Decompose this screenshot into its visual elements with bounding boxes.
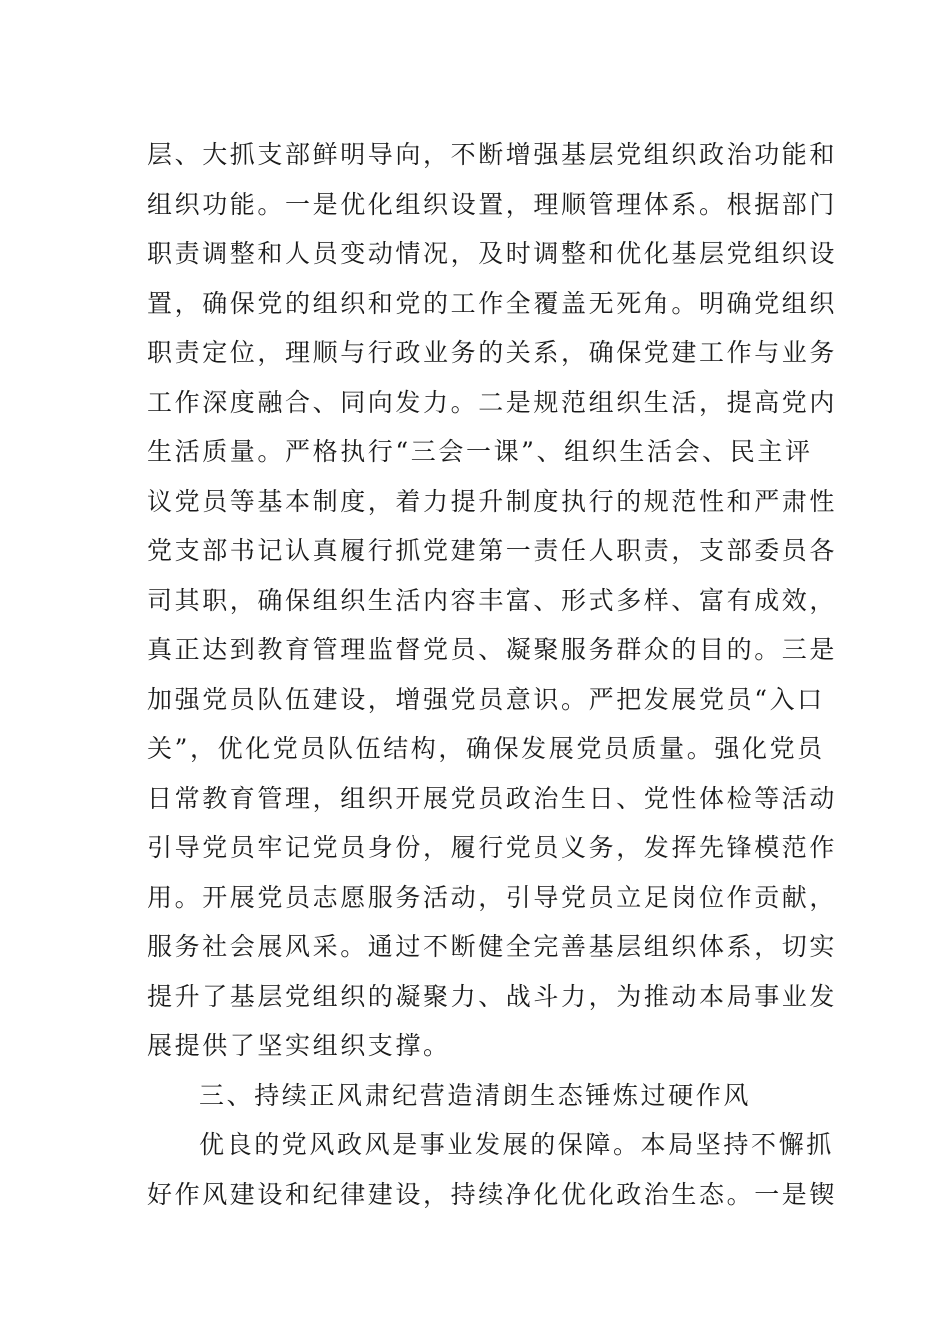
paragraph-line: 优良的党风政风是事业发展的保障。本局坚持不懈抓 (199, 1130, 834, 1159)
paragraph-line: 用。开展党员志愿服务活动，引导党员立足岗位作贡献， (147, 882, 838, 912)
paragraph-line: 日常教育管理，组织开展党员政治生日、党性体检等活动 (147, 783, 838, 813)
paragraph-line: 组织功能。一是优化组织设置，理顺管理体系。根据部门 (147, 189, 838, 219)
document-body (147, 130, 838, 1219)
paragraph-line: 置，确保党的组织和党的工作全覆盖无死角。明确党组织 (147, 288, 838, 318)
paragraph-line: 好作风建设和纪律建设，持续净化优化政治生态。一是锲 (147, 1179, 838, 1209)
paragraph-line: 议党员等基本制度，着力提升制度执行的规范性和严肃性 (147, 486, 838, 516)
paragraph-line: 司其职，确保组织生活内容丰富、形式多样、富有成效， (147, 585, 838, 615)
paragraph-line: 关”，优化党员队伍结构，确保发展党员质量。强化党员 (147, 734, 825, 763)
paragraph-line: 展提供了坚实组织支撑。 (147, 1031, 451, 1060)
paragraph-line: 加强党员队伍建设，增强党员意识。严把发展党员“入口 (147, 684, 825, 714)
paragraph-line: 职责调整和人员变动情况，及时调整和优化基层党组织设 (147, 239, 838, 268)
paragraph-line: 生活质量。严格执行“三会一课”、组织生活会、民主评 (147, 437, 813, 466)
paragraph-line: 层、大抓支部鲜明导向，不断增强基层党组织政治功能和 (147, 140, 838, 169)
paragraph-line: 真正达到教育管理监督党员、凝聚服务群众的目的。三是 (147, 635, 838, 664)
section-heading: 三、持续正风肃纪营造清朗生态锤炼过硬作风 (199, 1080, 752, 1110)
paragraph-line: 提升了基层党组织的凝聚力、战斗力，为推动本局事业发 (147, 981, 838, 1011)
paragraph-line: 服务社会展风采。通过不断健全完善基层组织体系，切实 (147, 932, 838, 961)
paragraph-line: 党支部书记认真履行抓党建第一责任人职责，支部委员各 (147, 536, 838, 565)
paragraph-line: 工作深度融合、同向发力。二是规范组织生活，提高党内 (147, 387, 838, 417)
paragraph-line: 职责定位，理顺与行政业务的关系，确保党建工作与业务 (147, 338, 838, 367)
paragraph-line: 引导党员牢记党员身份，履行党员义务，发挥先锋模范作 (147, 833, 838, 862)
